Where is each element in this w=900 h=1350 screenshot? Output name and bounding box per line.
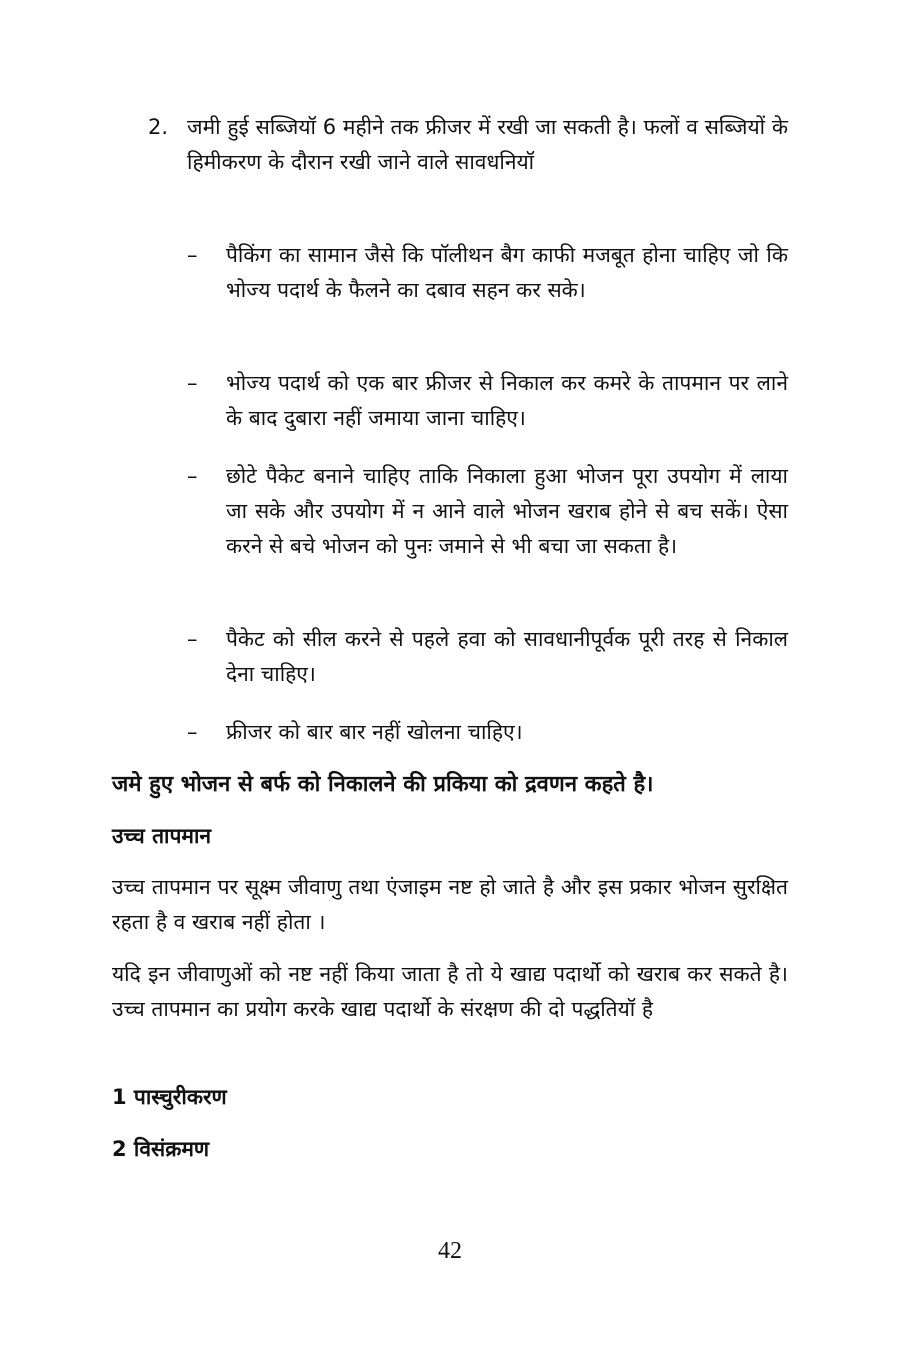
dash-marker: – xyxy=(187,627,198,651)
bullet-text: पैकेट को सील करने से पहले हवा को सावधानीपूर्वक पूरी तरह से निकाल देना चाहिए। xyxy=(226,627,788,686)
body-paragraph: यदि इन जीवाणुओं को नष्ट नहीं किया जाता है तो ये खाद्य पदार्थो को खराब कर सकते है। उच्च तापमान का प्रयोग करके खाद्य पदार्थो के संरक्षण की दो पद्धतियॉ है xyxy=(112,962,788,1021)
bullet-text: भोज्य पदार्थ को एक बार फ्रीजर से निकाल कर कमरे के तापमान पर लाने के बाद दुबारा नहीं जमाया जाना चाहिए। xyxy=(226,371,788,430)
dash-marker: – xyxy=(187,371,198,395)
bullet-item xyxy=(187,366,788,436)
bullet-text: पैकिंग का सामान जैसे कि पॉलीथन बैग काफी मजबूत होना चाहिए जो कि भोज्य पदार्थ के फैलने का दबाव सहन कर सके। xyxy=(226,243,788,302)
item-number: 2. xyxy=(148,115,169,139)
bullet-item xyxy=(187,622,788,692)
bullet-text: फ्रीजर को बार बार नहीं खोलना चाहिए। xyxy=(226,720,523,744)
definition-statement: जमे हुए भोजन से बर्फ को निकालने की प्रकिया को द्रवणन कहते है। xyxy=(112,772,654,797)
page-number: 42 xyxy=(438,1238,462,1264)
section-heading: उच्च तापमान xyxy=(112,824,212,848)
bullet-item xyxy=(187,238,788,308)
dash-marker: – xyxy=(187,720,198,744)
body-paragraph: उच्च तापमान पर सूक्ष्म जीवाणु तथा एंजाइम नष्ट हो जाते है और इस प्रकार भोजन सुरक्षित रहता है व खराब नहीं होता । xyxy=(112,875,788,934)
dash-marker: – xyxy=(187,464,198,488)
method-item: 2 विसंक्रमण xyxy=(112,1137,210,1161)
numbered-item-text: जमी हुई सब्जियॉ 6 महीने तक फ्रीजर में रखी जा सकती है। फलों व सब्जियों के हिमीकरण के दौरान रखी जाने वाले सावधनियॉ xyxy=(187,115,788,174)
numbered-item xyxy=(148,110,788,180)
bullet-text: छोटे पैकेट बनाने चाहिए ताकि निकाला हुआ भोजन पूरा उपयोग में लाया जा सके और उपयोग में न आने वाले भोजन खराब होने से बच सकें। ऐसा करने से बचे भोजन को पुनः जमाने से भी बचा जा सकता है। xyxy=(226,464,788,558)
bullet-item xyxy=(187,715,788,750)
bullet-item xyxy=(187,459,788,564)
dash-marker: – xyxy=(187,243,198,267)
method-item: 1 पास्चुरीकरण xyxy=(112,1085,227,1109)
